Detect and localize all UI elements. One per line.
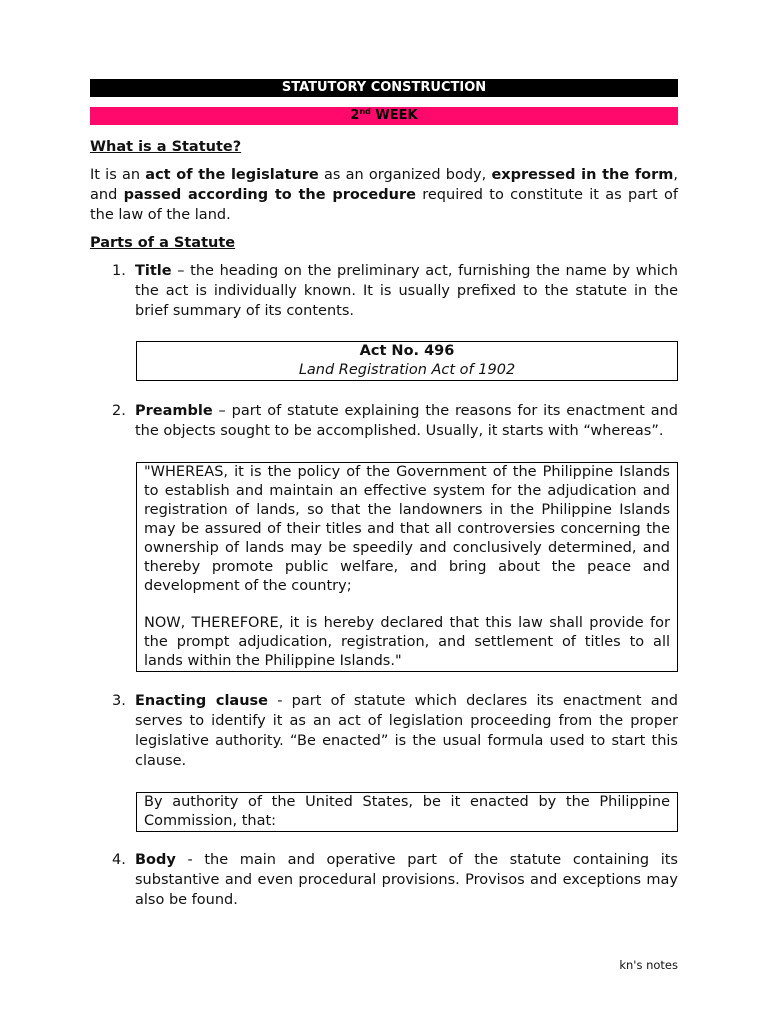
definition-part: act of the legislature xyxy=(145,167,319,183)
enacting-box-wrapper xyxy=(90,792,678,832)
enacting-text: By authority of the United States, be it enacted by the Philippine Commission, that: xyxy=(144,794,670,829)
list-term: Title xyxy=(135,263,172,279)
statute-definition xyxy=(90,165,678,225)
list-text: – part of statute explaining the reasons for its enactment and the objects sought to be accomplished. Usually, it starts with “whereas”. xyxy=(135,403,678,439)
act-subtitle: Land Registration Act of 1902 xyxy=(298,362,516,378)
definition-part: , and xyxy=(90,167,679,203)
list-number: 1. xyxy=(112,263,126,279)
document-title: STATUTORY CONSTRUCTION xyxy=(281,80,487,95)
definition-part: expressed in the form xyxy=(491,167,674,183)
list-item-body xyxy=(90,850,678,910)
preamble-paragraph: NOW, THEREFORE, it is hereby declared that this law shall provide for the prompt adjudication, registration, and settlement of titles to all lands within the Philippine Islands." xyxy=(144,615,670,669)
week-number: 2 xyxy=(350,108,360,123)
definition-part: It is an xyxy=(90,167,146,183)
week-label: WEEK xyxy=(375,108,418,123)
parts-list xyxy=(90,261,678,910)
what-is-heading: What is a Statute? xyxy=(90,139,242,155)
title-bar xyxy=(90,79,678,97)
list-item-preamble xyxy=(90,401,678,441)
list-number: 4. xyxy=(112,852,126,868)
preamble-box-wrapper xyxy=(90,462,678,672)
act-title: Act No. 496 xyxy=(359,343,455,359)
definition-part: required to constitute it as part of the law of the land. xyxy=(90,187,679,223)
preamble-paragraph: "WHEREAS, it is the policy of the Government of the Philippine Islands to establish and maintain an effective system for the adjudication and registration of lands, so that the landowners in the Philippine Islands may be assured of their titles and that all controversies concerning the ownership of lands may be speedily and conclusively determined, and thereby promote public welfare, and bring about the peace and development of the country; xyxy=(144,464,670,594)
week-bar xyxy=(90,107,678,125)
list-number: 2. xyxy=(112,403,126,419)
enacting-box xyxy=(136,792,678,832)
definition-part: passed according to the procedure xyxy=(123,187,416,203)
list-text: - part of statute which declares its enactment and serves to identify it as an act of legislation proceeding from the proper legislative authority. “Be enacted” is the usual formula used to start this clause. xyxy=(135,693,678,769)
definition-part: as an organized body, xyxy=(318,167,492,183)
week-suffix: nd xyxy=(359,107,371,116)
list-text: – the heading on the preliminary act, furnishing the name by which the act is individually known. It is usually prefixed to the statute in the brief summary of its contents. xyxy=(135,263,678,319)
preamble-box xyxy=(136,462,678,672)
footer-note: kn's notes xyxy=(619,958,678,972)
list-term: Preamble xyxy=(135,403,213,419)
list-item-enacting-clause xyxy=(90,691,678,771)
list-number: 3. xyxy=(112,693,126,709)
document-page xyxy=(90,79,678,910)
act-box-wrapper xyxy=(90,341,678,381)
list-term: Body xyxy=(135,852,176,868)
list-item-title xyxy=(90,261,678,321)
list-term: Enacting clause xyxy=(135,693,269,709)
list-text: - the main and operative part of the statute containing its substantive and even procedural provisions. Provisos and exceptions may also be found. xyxy=(135,852,678,908)
act-box xyxy=(136,341,678,381)
parts-heading: Parts of a Statute xyxy=(90,235,236,251)
